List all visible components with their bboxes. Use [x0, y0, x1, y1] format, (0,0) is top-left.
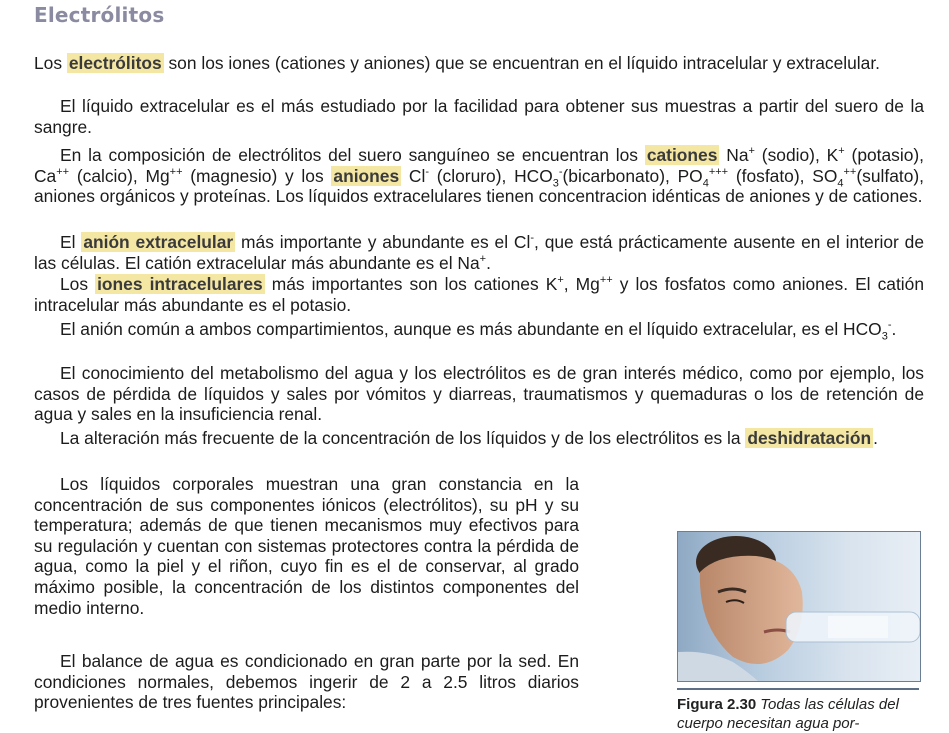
paragraph-3: En la composición de electrólitos del suero sanguíneo se encuentran los cationes Na+ (sodio), K+ (potasio), Ca++ (calcio), Mg++ (magnesio) y los aniones Cl- (cloruro), $HCO_3^-(bicarbonato)$, $PO_4^{+++}$ (fosfato), $SO_4^{++}(sulfato)$, aniones orgánicos y proteínas. Los líquidos extracelulares tienen concentracion idénticas de aniones y de cationes.	[34, 145, 925, 207]
section-title: Electrólitos	[34, 3, 165, 27]
paragraph-2: El líquido extracelular es el más estudiado por la facilidad para obtener sus muestras a partir del suero de la sangre.	[34, 96, 924, 137]
paragraph-9: Los líquidos corporales muestran una gran constancia en la concentración de sus componentes iónicos (electrólitos), su pH y su temperatura; además de que tienen mecanismos muy efectivos para su regulación y cuentan con sistemas protectores contra la pérdida de agua, como la piel y el riñon, cuyo fin es el de conservar, al grado máximo posible, la concentración de los distintos componentes del medio interno.	[34, 474, 579, 618]
bottle-shine	[828, 616, 888, 638]
figure-photo	[677, 531, 921, 682]
caption-rule	[677, 688, 919, 690]
face-shape	[700, 556, 803, 664]
figure-caption: Figura 2.30 Todas las células del cuerpo necesitan agua por-	[677, 696, 899, 732]
man-drinking-water-illustration	[678, 532, 920, 681]
paragraph-10: El balance de agua es condicionado en gran parte por la sed. En condiciones normales, debemos ingerir de 2 a 2.5 litros diarios provenientes de tres fuentes principales:	[34, 651, 579, 713]
highlight-aniones: aniones	[333, 165, 400, 186]
paragraph-8: La alteración más frecuente de la concentración de los líquidos y de los electrólitos es la deshidratación .	[60, 428, 878, 448]
paragraph-7: El conocimiento del metabolismo del agua y los electrólitos es de gran interés médico, como por ejemplo, los casos de pérdida de líquidos y sales por vómitos y diarreas, traumatismos y quemaduras o los de retención de agua y sales en la insuficiencia renal.	[34, 363, 924, 425]
highlight-anion-extracelular: anión extracelular	[83, 232, 234, 252]
highlight-deshidratacion: deshidratación	[747, 428, 872, 448]
paragraph-4: El anión extracelular más importante y abundante es el Cl-, que está prácticamente ausente en el interior de las células. El catión extracelular más abundante es el Na+.	[34, 232, 924, 273]
highlight-cationes: cationes	[646, 145, 718, 165]
paragraph-1: Los electrólitos son los iones (cationes y aniones) que se encuentran en el líquido intracelular y extracelular.	[34, 53, 880, 73]
highlight-electrolitos: electrólitos	[68, 53, 162, 73]
paragraph-5: Los iones intracelulares más importantes son los cationes K+, Mg++ y los fosfatos como aniones. El catión intracelular más abundante es el potasio.	[34, 274, 924, 315]
highlight-iones-intracelulares: iones intracelulares	[97, 274, 263, 294]
paragraph-6: El anión común a ambos compartimientos, aunque es más abundante en el líquido extracelular, es el $HCO_3^-$.	[60, 319, 897, 343]
